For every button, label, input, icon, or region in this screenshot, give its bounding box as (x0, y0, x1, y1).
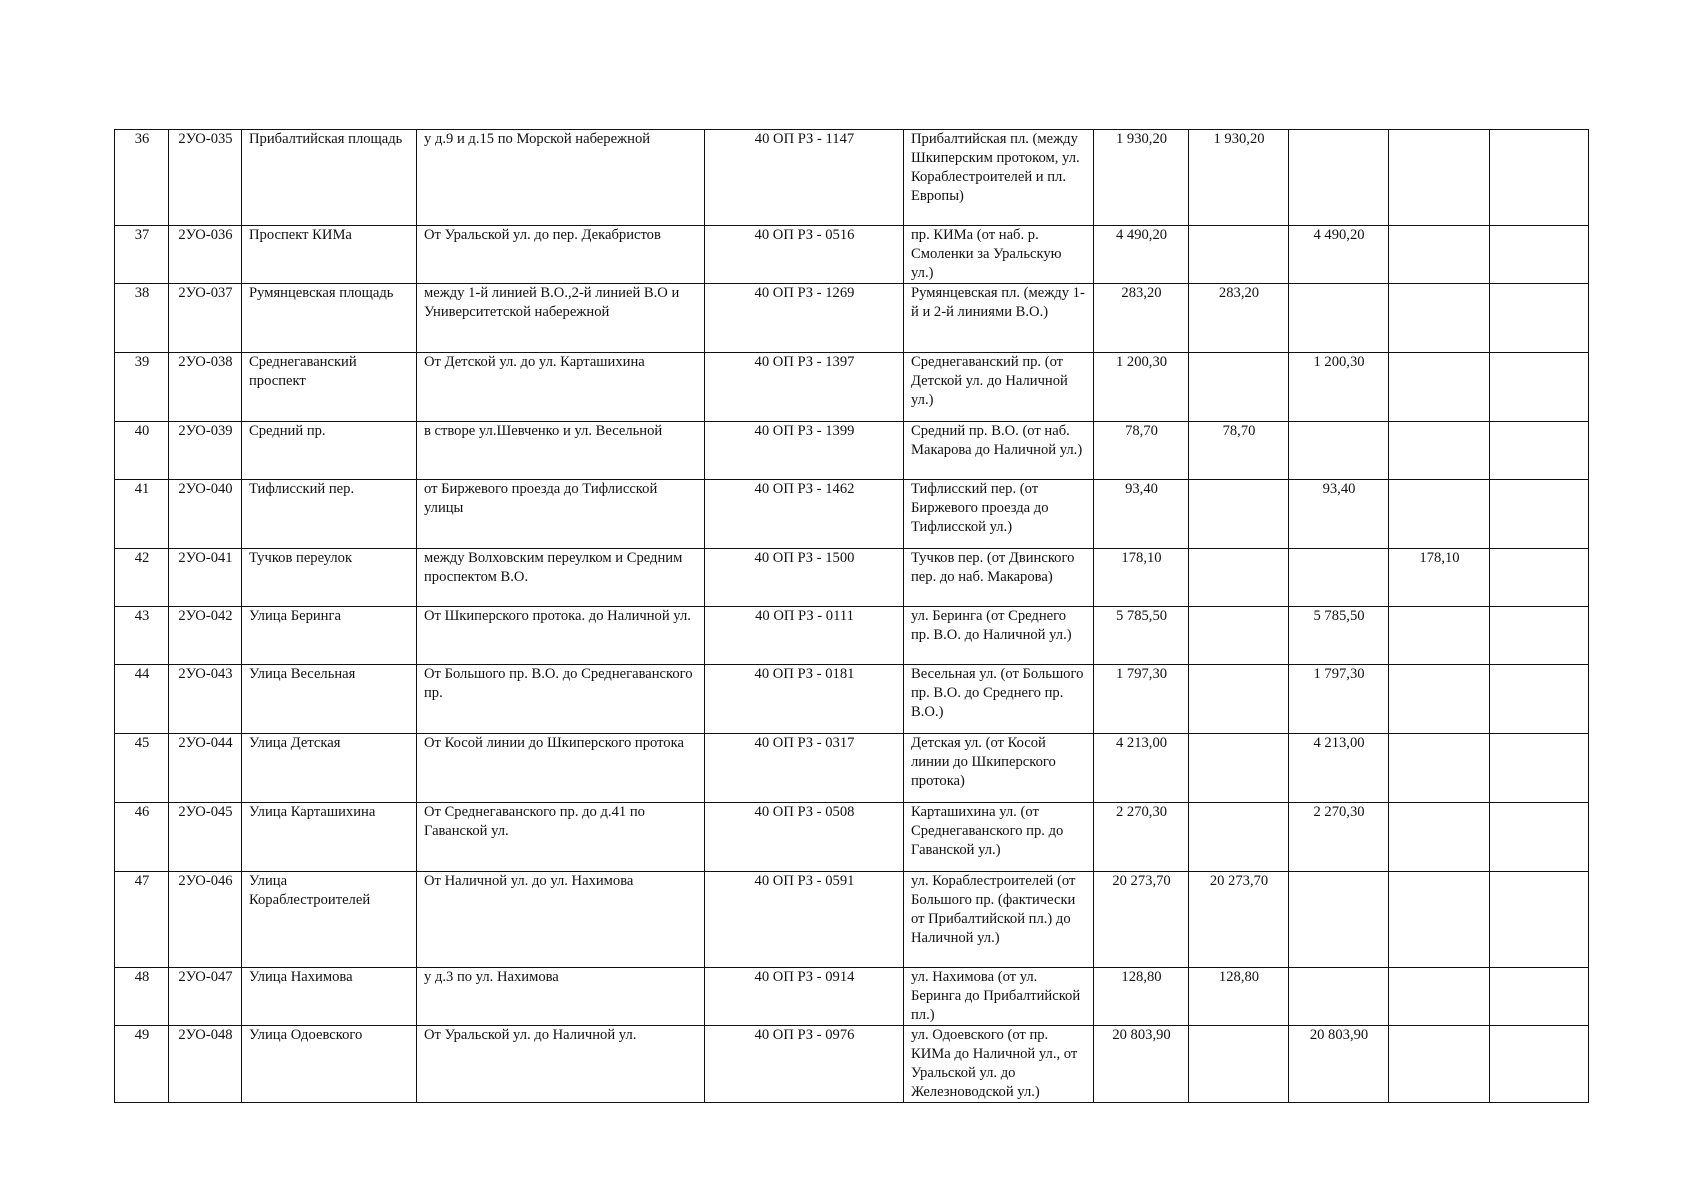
area-col-2: 4 490,20 (1289, 226, 1389, 284)
area-col-4 (1490, 607, 1589, 665)
area-total: 1 200,30 (1094, 353, 1189, 422)
road-id: 40 ОП РЗ - 0914 (705, 968, 904, 1026)
area-col-3 (1389, 872, 1490, 968)
area-col-2: 20 803,90 (1289, 1026, 1389, 1103)
object-name: Среднегаванский проспект (242, 353, 417, 422)
table-row (115, 803, 1589, 872)
object-code: 2УО-038 (169, 353, 242, 422)
table-row (115, 1026, 1589, 1103)
area-col-1 (1189, 549, 1289, 607)
area-col-2 (1289, 422, 1389, 480)
section-description: От Большого пр. В.О. до Среднегаванского пр. (417, 665, 705, 734)
area-col-1 (1189, 1026, 1289, 1103)
row-number: 44 (115, 665, 169, 734)
section-description: От Наличной ул. до ул. Нахимова (417, 872, 705, 968)
area-col-3 (1389, 130, 1490, 226)
row-number: 40 (115, 422, 169, 480)
section-description: От Шкиперского протока. до Наличной ул. (417, 607, 705, 665)
area-col-4 (1490, 226, 1589, 284)
object-code: 2УО-043 (169, 665, 242, 734)
row-number: 38 (115, 284, 169, 353)
section-description: у д.9 и д.15 по Морской набережной (417, 130, 705, 226)
object-code: 2УО-035 (169, 130, 242, 226)
object-code: 2УО-046 (169, 872, 242, 968)
area-col-1 (1189, 665, 1289, 734)
road-description: Детская ул. (от Косой линии до Шкиперского протока) (904, 734, 1094, 803)
area-col-2 (1289, 872, 1389, 968)
object-name: Тучков переулок (242, 549, 417, 607)
table-row (115, 607, 1589, 665)
table-row (115, 549, 1589, 607)
road-description: ул. Беринга (от Среднего пр. В.О. до Наличной ул.) (904, 607, 1094, 665)
object-name: Тифлисский пер. (242, 480, 417, 549)
area-total: 1 930,20 (1094, 130, 1189, 226)
road-id: 40 ОП РЗ - 1399 (705, 422, 904, 480)
table-row (115, 130, 1589, 226)
road-description: пр. КИМа (от наб. р. Смоленки за Уральскую ул.) (904, 226, 1094, 284)
area-col-2 (1289, 968, 1389, 1026)
object-name: Проспект КИМа (242, 226, 417, 284)
object-name: Улица Нахимова (242, 968, 417, 1026)
area-total: 4 490,20 (1094, 226, 1189, 284)
area-total: 2 270,30 (1094, 803, 1189, 872)
section-description: От Уральской ул. до Наличной ул. (417, 1026, 705, 1103)
area-col-3 (1389, 422, 1490, 480)
area-col-3 (1389, 284, 1490, 353)
table-body (115, 130, 1589, 1103)
road-description: Прибалтийская пл. (между Шкиперским протоком, ул. Кораблестроителей и пл. Европы) (904, 130, 1094, 226)
area-col-1 (1189, 734, 1289, 803)
table-row (115, 353, 1589, 422)
row-number: 49 (115, 1026, 169, 1103)
area-total: 78,70 (1094, 422, 1189, 480)
road-id: 40 ОП РЗ - 0317 (705, 734, 904, 803)
object-code: 2УО-045 (169, 803, 242, 872)
area-col-1: 20 273,70 (1189, 872, 1289, 968)
object-name: Улица Весельная (242, 665, 417, 734)
area-col-2: 1 200,30 (1289, 353, 1389, 422)
road-description: Тучков пер. (от Двинского пер. до наб. Макарова) (904, 549, 1094, 607)
table-row (115, 872, 1589, 968)
road-id: 40 ОП РЗ - 0181 (705, 665, 904, 734)
row-number: 48 (115, 968, 169, 1026)
object-name: Румянцевская площадь (242, 284, 417, 353)
road-description: ул. Нахимова (от ул. Беринга до Прибалтийской пл.) (904, 968, 1094, 1026)
area-col-1 (1189, 803, 1289, 872)
area-total: 128,80 (1094, 968, 1189, 1026)
area-col-4 (1490, 353, 1589, 422)
area-total: 93,40 (1094, 480, 1189, 549)
area-col-3 (1389, 803, 1490, 872)
table-row (115, 480, 1589, 549)
area-total: 20 803,90 (1094, 1026, 1189, 1103)
object-name: Улица Карташихина (242, 803, 417, 872)
object-name: Улица Одоевского (242, 1026, 417, 1103)
area-total: 5 785,50 (1094, 607, 1189, 665)
object-name: Прибалтийская площадь (242, 130, 417, 226)
area-col-3 (1389, 665, 1490, 734)
area-total: 1 797,30 (1094, 665, 1189, 734)
area-col-3 (1389, 607, 1490, 665)
road-description: Тифлисский пер. (от Биржевого проезда до Тифлисской ул.) (904, 480, 1094, 549)
area-col-4 (1490, 734, 1589, 803)
road-id: 40 ОП РЗ - 0976 (705, 1026, 904, 1103)
table-row (115, 284, 1589, 353)
area-col-1 (1189, 226, 1289, 284)
area-col-4 (1490, 665, 1589, 734)
row-number: 47 (115, 872, 169, 968)
area-col-4 (1490, 549, 1589, 607)
area-col-4 (1490, 480, 1589, 549)
road-description: Среднегаванский пр. (от Детской ул. до Наличной ул.) (904, 353, 1094, 422)
table-row (115, 734, 1589, 803)
road-id: 40 ОП РЗ - 1269 (705, 284, 904, 353)
table-row (115, 665, 1589, 734)
area-col-4 (1490, 284, 1589, 353)
area-total: 283,20 (1094, 284, 1189, 353)
section-description: у д.3 по ул. Нахимова (417, 968, 705, 1026)
row-number: 43 (115, 607, 169, 665)
area-total: 20 273,70 (1094, 872, 1189, 968)
area-col-4 (1490, 130, 1589, 226)
object-name: Улица Беринга (242, 607, 417, 665)
area-col-3: 178,10 (1389, 549, 1490, 607)
object-code: 2УО-037 (169, 284, 242, 353)
area-col-4 (1490, 422, 1589, 480)
row-number: 42 (115, 549, 169, 607)
area-col-1: 283,20 (1189, 284, 1289, 353)
area-col-1: 78,70 (1189, 422, 1289, 480)
object-code: 2УО-040 (169, 480, 242, 549)
area-col-2: 5 785,50 (1289, 607, 1389, 665)
area-total: 178,10 (1094, 549, 1189, 607)
row-number: 41 (115, 480, 169, 549)
section-description: От Косой линии до Шкиперского протока (417, 734, 705, 803)
area-total: 4 213,00 (1094, 734, 1189, 803)
row-number: 39 (115, 353, 169, 422)
object-name: Улица Кораблестроителей (242, 872, 417, 968)
area-col-4 (1490, 1026, 1589, 1103)
object-name: Средний пр. (242, 422, 417, 480)
road-id: 40 ОП РЗ - 0591 (705, 872, 904, 968)
section-description: между Волховским переулком и Средним проспектом В.О. (417, 549, 705, 607)
road-description: Карташихина ул. (от Среднегаванского пр. до Гаванской ул.) (904, 803, 1094, 872)
area-col-3 (1389, 226, 1490, 284)
object-name: Улица Детская (242, 734, 417, 803)
road-id: 40 ОП РЗ - 1397 (705, 353, 904, 422)
area-col-3 (1389, 968, 1490, 1026)
area-col-2: 1 797,30 (1289, 665, 1389, 734)
area-col-4 (1490, 872, 1589, 968)
object-code: 2УО-048 (169, 1026, 242, 1103)
area-col-1: 1 930,20 (1189, 130, 1289, 226)
road-description: ул. Кораблестроителей (от Большого пр. (фактически от Прибалтийской пл.) до Наличной ул.) (904, 872, 1094, 968)
row-number: 45 (115, 734, 169, 803)
object-code: 2УО-036 (169, 226, 242, 284)
road-description: Средний пр. В.О. (от наб. Макарова до Наличной ул.) (904, 422, 1094, 480)
area-col-3 (1389, 734, 1490, 803)
area-col-1 (1189, 353, 1289, 422)
table-row (115, 226, 1589, 284)
row-number: 37 (115, 226, 169, 284)
area-col-1: 128,80 (1189, 968, 1289, 1026)
object-code: 2УО-041 (169, 549, 242, 607)
road-id: 40 ОП РЗ - 0508 (705, 803, 904, 872)
road-id: 40 ОП РЗ - 1500 (705, 549, 904, 607)
road-description: Румянцевская пл. (между 1-й и 2-й линиями В.О.) (904, 284, 1094, 353)
section-description: от Биржевого проезда до Тифлисской улицы (417, 480, 705, 549)
area-col-2: 93,40 (1289, 480, 1389, 549)
area-col-3 (1389, 1026, 1490, 1103)
section-description: в створе ул.Шевченко и ул. Весельной (417, 422, 705, 480)
section-description: От Детской ул. до ул. Карташихина (417, 353, 705, 422)
area-col-1 (1189, 480, 1289, 549)
area-col-4 (1490, 803, 1589, 872)
row-number: 36 (115, 130, 169, 226)
area-col-2 (1289, 549, 1389, 607)
section-description: между 1-й линией В.О.,2-й линией В.О и Университетской набережной (417, 284, 705, 353)
row-number: 46 (115, 803, 169, 872)
table-row (115, 422, 1589, 480)
road-id: 40 ОП РЗ - 0111 (705, 607, 904, 665)
roads-table (114, 129, 1589, 1103)
area-col-2 (1289, 284, 1389, 353)
area-col-2: 2 270,30 (1289, 803, 1389, 872)
area-col-2 (1289, 130, 1389, 226)
road-description: Весельная ул. (от Большого пр. В.О. до Среднего пр. В.О.) (904, 665, 1094, 734)
object-code: 2УО-039 (169, 422, 242, 480)
area-col-2: 4 213,00 (1289, 734, 1389, 803)
road-description: ул. Одоевского (от пр. КИМа до Наличной ул., от Уральской ул. до Железноводской ул.) (904, 1026, 1094, 1103)
road-id: 40 ОП РЗ - 0516 (705, 226, 904, 284)
area-col-3 (1389, 480, 1490, 549)
object-code: 2УО-044 (169, 734, 242, 803)
object-code: 2УО-047 (169, 968, 242, 1026)
area-col-3 (1389, 353, 1490, 422)
road-id: 40 ОП РЗ - 1147 (705, 130, 904, 226)
road-id: 40 ОП РЗ - 1462 (705, 480, 904, 549)
area-col-1 (1189, 607, 1289, 665)
table-row (115, 968, 1589, 1026)
area-col-4 (1490, 968, 1589, 1026)
section-description: От Среднегаванского пр. до д.41 по Гаванской ул. (417, 803, 705, 872)
object-code: 2УО-042 (169, 607, 242, 665)
section-description: От Уральской ул. до пер. Декабристов (417, 226, 705, 284)
